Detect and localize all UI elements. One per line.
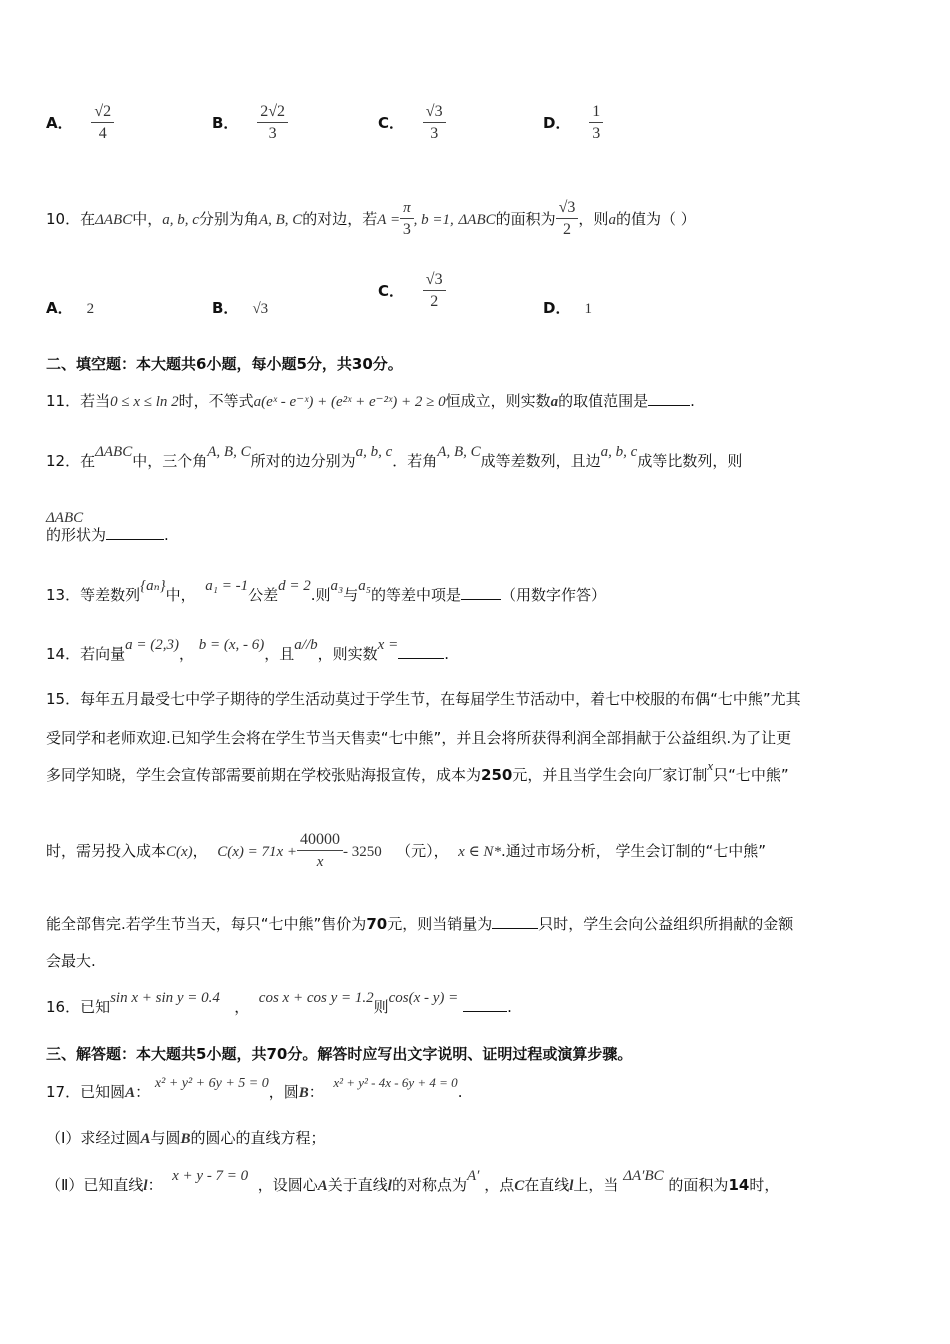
q10-option-a: A． 2 bbox=[46, 299, 95, 317]
question-12-line-2b: 的形状为 . bbox=[46, 526, 169, 544]
question-17: 17．已知圆A： x² + y² + 6y + 5 = 0，圆B： x² + y² - 4x - 6y + 4 = 0. bbox=[46, 1075, 463, 1101]
question-10: 10．在ΔABC中，a, b, c分别为角A, B, C的对边，若A = $\frac{\pi}{3}$ , b =1, ΔABC的面积为 $\frac{√3}{2}$ ，则a的值为（ ） bbox=[46, 199, 696, 238]
section-2-title: 二、填空题：本大题共6小题，每小题5分，共30分。 bbox=[46, 355, 403, 373]
q9-option-b: B． $\frac{2√2}{3}$ bbox=[212, 102, 288, 145]
question-15-line-3: 多同学知晓，学生会宣传部需要前期在学校张贴海报宣传，成本为250元，并且当学生会向厂家订制x只“七中熊” bbox=[46, 758, 789, 784]
question-15-line-4: 时，需另投入成本C(x)， C(x) = 71x + $\frac{40000}{x}$ - 3250 （元）， x ∈ N*.通过市场分析， 学生会订制的“七中熊” bbox=[46, 831, 767, 870]
question-12: 12．在ΔABC中，三个角A, B, C所对的边分别为a, b, c．若角A, B, C成等差数列，且边a, b, c成等比数列，则 bbox=[46, 444, 743, 470]
question-17-part-1: （Ⅰ）求经过圆A与圆B的圆心的直线方程； bbox=[46, 1129, 326, 1147]
question-16: 16．已知sin x + sin y = 0.4 ， cos x + cos y = 1.2则cos(x - y) = . bbox=[46, 990, 512, 1016]
question-15-line-6: 会最大. bbox=[46, 952, 96, 970]
question-13: 13．等差数列{aₙ}中， a₁ = -1公差d = 2.则a₃与a₅的等差中项是 （用数字作答） bbox=[46, 578, 606, 604]
question-15-line-5: 能全部售完.若学生节当天，每只“七中熊”售价为70元，则当销量为 只时，学生会向公益组织所捐献的金额 bbox=[46, 915, 794, 933]
q9-option-c: C． $\frac{√3}{3}$ bbox=[378, 102, 446, 145]
q10-option-c: C． $\frac{√3}{2}$ bbox=[378, 270, 446, 313]
q9-option-d: D． $\frac{1}{3}$ bbox=[543, 102, 603, 145]
question-12-line-2: ΔABC bbox=[46, 510, 84, 526]
q10-option-b: B． √3 bbox=[212, 299, 269, 317]
question-11: 11．若当0 ≤ x ≤ ln 2时，不等式a(eˣ - e⁻ˣ) + (e²ˣ + e⁻²ˣ) + 2 ≥ 0恒成立，则实数a的取值范围是 . bbox=[46, 392, 695, 410]
question-17-part-2: （Ⅱ）已知直线l： x + y - 7 = 0 ，设圆心A关于直线l的对称点为A′ ，点C在直线l上，当 ΔA′BC 的面积为14时， bbox=[46, 1168, 780, 1194]
question-15-line-2: 受同学和老师欢迎.已知学生会将在学生节当天售卖“七中熊”，并且会将所获得利润全部捐献于公益组织.为了让更 bbox=[46, 729, 792, 747]
question-15-line-1: 15．每年五月最受七中学子期待的学生活动莫过于学生节，在每届学生节活动中，着七中校服的布偶“七中熊”尤其 bbox=[46, 690, 801, 708]
question-14: 14．若向量a = (2,3)， b = (x, - 6)，且a//b，则实数x = . bbox=[46, 637, 449, 663]
q9-option-a: A． $\frac{√2}{4}$ bbox=[46, 102, 114, 145]
section-3-title: 三、解答题：本大题共5小题，共70分。解答时应写出文字说明、证明过程或演算步骤。 bbox=[46, 1045, 633, 1063]
q10-option-d: D． 1 bbox=[543, 299, 592, 317]
